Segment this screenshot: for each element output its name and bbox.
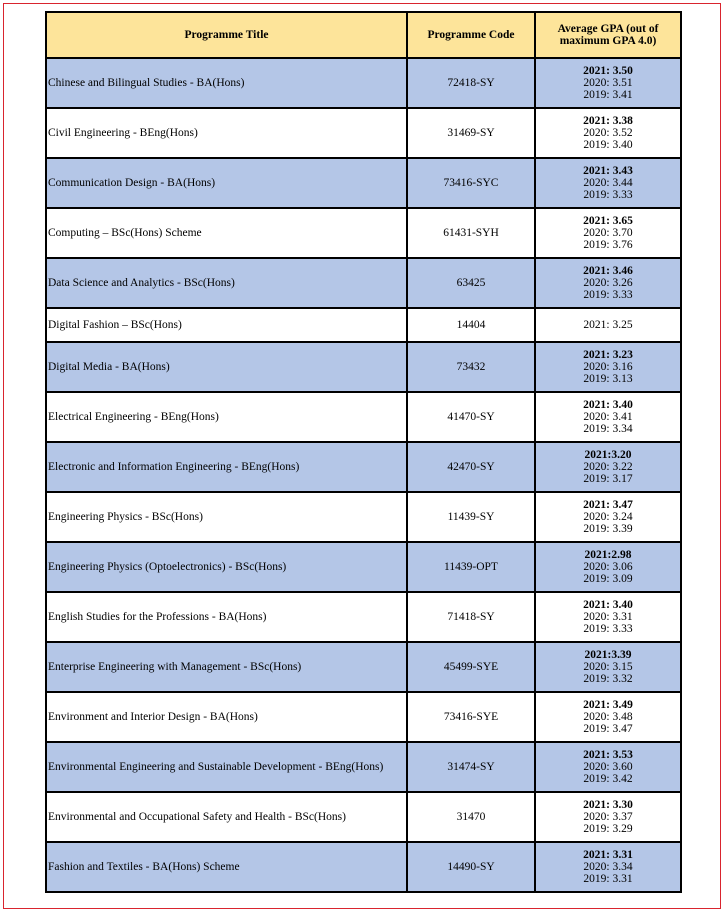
gpa-year-value: 2021: 3.40 [583,399,633,411]
header-programme-title: Programme Title [46,12,407,58]
programme-code-cell: 73416-SYC [407,158,535,208]
gpa-year-value: 2019: 3.47 [583,723,633,735]
gpa-year-value: 2020: 3.26 [583,277,633,289]
gpa-year-value: 2020: 3.34 [583,861,633,873]
table-row [46,342,681,392]
gpa-year-value: 2020: 3.60 [583,761,633,773]
header-programme-code: Programme Code [407,12,535,58]
programme-title-cell: Digital Fashion – BSc(Hons) [46,308,407,342]
average-gpa-cell [535,342,681,392]
average-gpa-cell [535,792,681,842]
average-gpa-cell [535,492,681,542]
gpa-year-value: 2020: 3.06 [583,561,633,573]
gpa-year-value: 2020: 3.44 [583,177,633,189]
table-row [46,742,681,792]
programme-code-cell: 31469-SY [407,108,535,158]
table-header-row [46,12,681,58]
table-row [46,492,681,542]
table-row [46,442,681,492]
programme-title-cell: Electrical Engineering - BEng(Hons) [46,392,407,442]
gpa-year-value: 2020: 3.52 [583,127,633,139]
programme-code-cell: 73432 [407,342,535,392]
average-gpa-cell [535,308,681,342]
table-row [46,542,681,592]
gpa-year-value: 2021: 3.46 [583,265,633,277]
table-row [46,792,681,842]
table-row [46,58,681,108]
gpa-year-value: 2019: 3.32 [583,673,633,685]
average-gpa-cell [535,108,681,158]
table-row [46,208,681,258]
programme-code-cell: 71418-SY [407,592,535,642]
gpa-year-value: 2019: 3.13 [583,373,633,385]
average-gpa-cell [535,842,681,892]
table-row [46,258,681,308]
programme-title-cell: Civil Engineering - BEng(Hons) [46,108,407,158]
average-gpa-cell [535,542,681,592]
programme-title-cell: Chinese and Bilingual Studies - BA(Hons) [46,58,407,108]
gpa-year-value: 2021: 3.38 [583,115,633,127]
gpa-year-value: 2019: 3.09 [583,573,633,585]
programme-title-cell: Fashion and Textiles - BA(Hons) Scheme [46,842,407,892]
average-gpa-cell [535,392,681,442]
gpa-year-value: 2019: 3.42 [583,773,633,785]
average-gpa-cell [535,58,681,108]
table-row [46,392,681,442]
gpa-year-value: 2019: 3.17 [583,473,633,485]
gpa-year-value: 2020: 3.37 [583,811,633,823]
programme-code-cell: 73416-SYE [407,692,535,742]
table-row [46,108,681,158]
gpa-year-value: 2021: 3.53 [583,749,633,761]
programme-code-cell: 14404 [407,308,535,342]
programme-title-cell: Electronic and Information Engineering - BEng(Hons) [46,442,407,492]
gpa-year-value: 2021: 3.65 [583,215,633,227]
gpa-year-value: 2020: 3.15 [583,661,633,673]
average-gpa-cell [535,642,681,692]
gpa-year-value: 2021: 3.50 [583,65,633,77]
average-gpa-cell [535,592,681,642]
gpa-year-value: 2019: 3.40 [583,139,633,151]
table-row [46,692,681,742]
programme-code-cell: 14490-SY [407,842,535,892]
gpa-year-value: 2021: 3.23 [583,349,633,361]
gpa-year-value: 2019: 3.29 [583,823,633,835]
table-row [46,158,681,208]
gpa-year-value: 2020: 3.24 [583,511,633,523]
gpa-year-value: 2021:2.98 [584,549,632,561]
gpa-year-value: 2021:3.39 [584,649,632,661]
programme-title-cell: Communication Design - BA(Hons) [46,158,407,208]
gpa-year-value: 2021: 3.31 [583,849,633,861]
programme-code-cell: 11439-SY [407,492,535,542]
programme-title-cell: English Studies for the Professions - BA(Hons) [46,592,407,642]
table-row [46,308,681,342]
gpa-year-value: 2019: 3.76 [583,239,633,251]
average-gpa-cell [535,692,681,742]
programme-title-cell: Environmental Engineering and Sustainable Development - BEng(Hons) [46,742,407,792]
programme-title-cell: Computing – BSc(Hons) Scheme [46,208,407,258]
gpa-year-value: 2019: 3.41 [583,89,633,101]
gpa-year-value: 2019: 3.33 [583,623,633,635]
table-row [46,642,681,692]
gpa-year-value: 2021: 3.47 [583,499,633,511]
gpa-year-value: 2020: 3.41 [583,411,633,423]
gpa-year-value: 2021: 3.43 [583,165,633,177]
average-gpa-cell [535,742,681,792]
gpa-year-value: 2020: 3.16 [583,361,633,373]
programme-title-cell: Engineering Physics (Optoelectronics) - BSc(Hons) [46,542,407,592]
programme-code-cell: 31470 [407,792,535,842]
gpa-table [45,11,682,893]
average-gpa-cell [535,442,681,492]
programme-code-cell: 72418-SY [407,58,535,108]
programme-title-cell: Engineering Physics - BSc(Hons) [46,492,407,542]
gpa-year-value: 2019: 3.39 [583,523,633,535]
programme-code-cell: 31474-SY [407,742,535,792]
gpa-year-value: 2020: 3.51 [583,77,633,89]
table-row [46,842,681,892]
programme-code-cell: 61431-SYH [407,208,535,258]
gpa-year-value: 2019: 3.33 [583,189,633,201]
programme-title-cell: Enterprise Engineering with Management - BSc(Hons) [46,642,407,692]
gpa-year-value: 2019: 3.33 [583,289,633,301]
programme-title-cell: Data Science and Analytics - BSc(Hons) [46,258,407,308]
programme-code-cell: 45499-SYE [407,642,535,692]
gpa-year-value: 2021: 3.40 [583,599,633,611]
average-gpa-cell [535,258,681,308]
programme-title-cell: Digital Media - BA(Hons) [46,342,407,392]
gpa-year-value: 2021:3.20 [584,449,632,461]
programme-title-cell: Environmental and Occupational Safety and Health - BSc(Hons) [46,792,407,842]
average-gpa-cell [535,208,681,258]
gpa-year-value: 2021: 3.25 [583,319,633,331]
gpa-year-value: 2019: 3.34 [583,423,633,435]
gpa-year-value: 2021: 3.49 [583,699,633,711]
programme-code-cell: 41470-SY [407,392,535,442]
gpa-year-value: 2020: 3.48 [583,711,633,723]
gpa-year-value: 2020: 3.70 [583,227,633,239]
gpa-year-value: 2020: 3.22 [583,461,633,473]
table-row [46,592,681,642]
average-gpa-cell [535,158,681,208]
gpa-year-value: 2020: 3.31 [583,611,633,623]
programme-code-cell: 42470-SY [407,442,535,492]
programme-code-cell: 63425 [407,258,535,308]
gpa-year-value: 2021: 3.30 [583,799,633,811]
programme-code-cell: 11439-OPT [407,542,535,592]
programme-title-cell: Environment and Interior Design - BA(Hons) [46,692,407,742]
gpa-year-value: 2019: 3.31 [583,873,633,885]
header-average-gpa: Average GPA (out of maximum GPA 4.0) [535,12,681,58]
